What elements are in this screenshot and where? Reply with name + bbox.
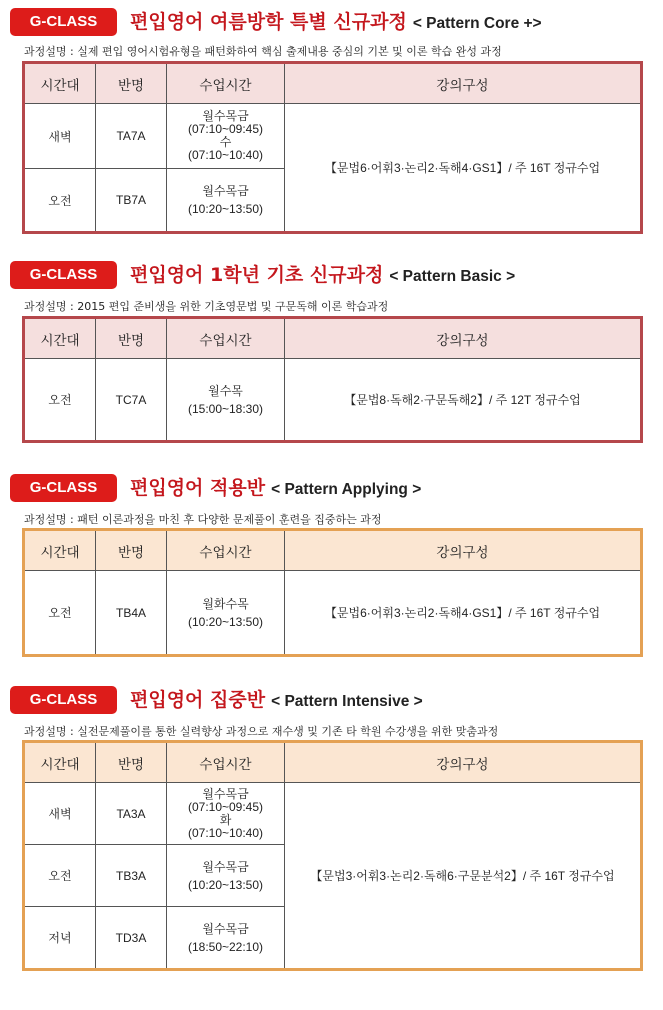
table-header-row <box>25 743 641 783</box>
course-title <box>130 474 421 504</box>
period-cell: 오전 <box>25 169 96 232</box>
g-class-badge: G-CLASS <box>10 686 117 714</box>
course-description: 과정설명 : 패턴 이론과정을 마친 후 다양한 문제풀이 훈련을 집중하는 과정 <box>24 513 382 526</box>
header-period: 시간대 <box>25 743 96 783</box>
period-cell: 새벽 <box>25 783 96 845</box>
time-line: 화 <box>219 812 232 827</box>
table-row <box>25 783 641 845</box>
time-line: (10:20~13:50) <box>187 614 264 629</box>
table-header-row <box>25 64 641 104</box>
course-description: 과정설명 : 실제 편입 영어시험유형을 패턴화하여 핵심 출제내용 중심의 기본 및 이론 학습 완성 과정 <box>24 45 502 58</box>
time-line: 월화수목 <box>202 596 249 611</box>
composition-cell: 【문법6·어휘3·논리2·독해4·GS1】/ 주 16T 정규수업 <box>285 104 641 232</box>
g-class-badge: G-CLASS <box>10 474 117 502</box>
time-cell <box>167 571 285 655</box>
composition-cell: 【문법8·독해2·구문독해2】/ 주 12T 정규수업 <box>285 359 641 441</box>
time-line: 월수목금 <box>202 921 249 936</box>
time-line: (10:20~13:50) <box>187 877 264 892</box>
header-class: 반명 <box>96 64 167 104</box>
time-cell <box>167 169 285 232</box>
time-cell <box>167 104 285 169</box>
schedule-table <box>24 742 641 969</box>
period-cell: 오전 <box>25 845 96 907</box>
course-title-text: 편입영어 1학년 기초 신규과정 <box>130 264 384 286</box>
header-period: 시간대 <box>25 531 96 571</box>
course-title <box>130 8 542 38</box>
class-cell: TD3A <box>96 907 167 969</box>
class-cell: TA3A <box>96 783 167 845</box>
class-cell: TB7A <box>96 169 167 232</box>
table-header-row <box>25 531 641 571</box>
time-line: (07:10~09:45) <box>187 122 264 136</box>
course-title-text: 편입영어 적용반 <box>130 477 266 499</box>
time-line: (07:10~10:40) <box>187 825 264 840</box>
header-composition: 강의구성 <box>285 64 641 104</box>
course-description: 과정설명 : 실전문제풀이를 통한 실력향상 과정으로 재수생 및 기존 타 학원 수강생을 위한 맞춤과정 <box>24 725 499 738</box>
period-cell: 저녁 <box>25 907 96 969</box>
header-class: 반명 <box>96 319 167 359</box>
table-header-row <box>25 319 641 359</box>
time-line: 수 <box>219 135 232 149</box>
time-line: 월수목 <box>208 383 243 398</box>
header-period: 시간대 <box>25 319 96 359</box>
course-title <box>130 261 515 291</box>
time-line: 월수목금 <box>202 109 249 123</box>
time-line: (10:20~13:50) <box>187 202 264 216</box>
course-title-text: 편입영어 여름방학 특별 신규과정 <box>130 11 407 33</box>
course-subtitle: < Pattern Core +> <box>412 15 542 32</box>
g-class-badge: G-CLASS <box>10 261 117 289</box>
composition-cell: 【문법6·어휘3·논리2·독해4·GS1】/ 주 16T 정규수업 <box>285 571 641 655</box>
header-class: 반명 <box>96 743 167 783</box>
course-subtitle: < Pattern Basic > <box>389 268 516 285</box>
header-time: 수업시간 <box>167 531 285 571</box>
time-line: (18:50~22:10) <box>187 939 264 954</box>
header-composition: 강의구성 <box>285 743 641 783</box>
header-period: 시간대 <box>25 64 96 104</box>
period-cell: 오전 <box>25 571 96 655</box>
time-line: (07:10~09:45) <box>187 799 264 814</box>
time-line: 월수목금 <box>202 859 249 874</box>
time-line: (07:10~10:40) <box>187 148 264 162</box>
course-subtitle: < Pattern Applying > <box>271 481 422 498</box>
header-composition: 강의구성 <box>285 319 641 359</box>
time-line: 월수목금 <box>202 786 249 801</box>
course-subtitle: < Pattern Intensive > <box>271 693 423 710</box>
schedule-table <box>24 530 641 655</box>
class-cell: TA7A <box>96 104 167 169</box>
course-title <box>130 686 423 716</box>
schedule-table <box>24 318 641 441</box>
composition-cell: 【문법3·어휘3·논리2·독해6·구문분석2】/ 주 16T 정규수업 <box>285 783 641 969</box>
time-cell <box>167 907 285 969</box>
time-line: (15:00~18:30) <box>187 401 264 416</box>
time-cell <box>167 783 285 845</box>
header-time: 수업시간 <box>167 743 285 783</box>
schedule-table <box>24 63 641 232</box>
time-line: 월수목금 <box>202 184 249 198</box>
header-class: 반명 <box>96 531 167 571</box>
g-class-badge: G-CLASS <box>10 8 117 36</box>
class-cell: TB3A <box>96 845 167 907</box>
course-description: 과정설명 : 2015 편입 준비생을 위한 기초영문법 및 구문독해 이론 학습과정 <box>24 300 389 313</box>
table-row <box>25 104 641 169</box>
header-composition: 강의구성 <box>285 531 641 571</box>
table-row <box>25 571 641 655</box>
time-cell <box>167 359 285 441</box>
header-time: 수업시간 <box>167 319 285 359</box>
header-time: 수업시간 <box>167 64 285 104</box>
course-title-text: 편입영어 집중반 <box>130 689 266 711</box>
period-cell: 오전 <box>25 359 96 441</box>
table-row <box>25 359 641 441</box>
class-cell: TB4A <box>96 571 167 655</box>
time-cell <box>167 845 285 907</box>
class-cell: TC7A <box>96 359 167 441</box>
period-cell: 새벽 <box>25 104 96 169</box>
